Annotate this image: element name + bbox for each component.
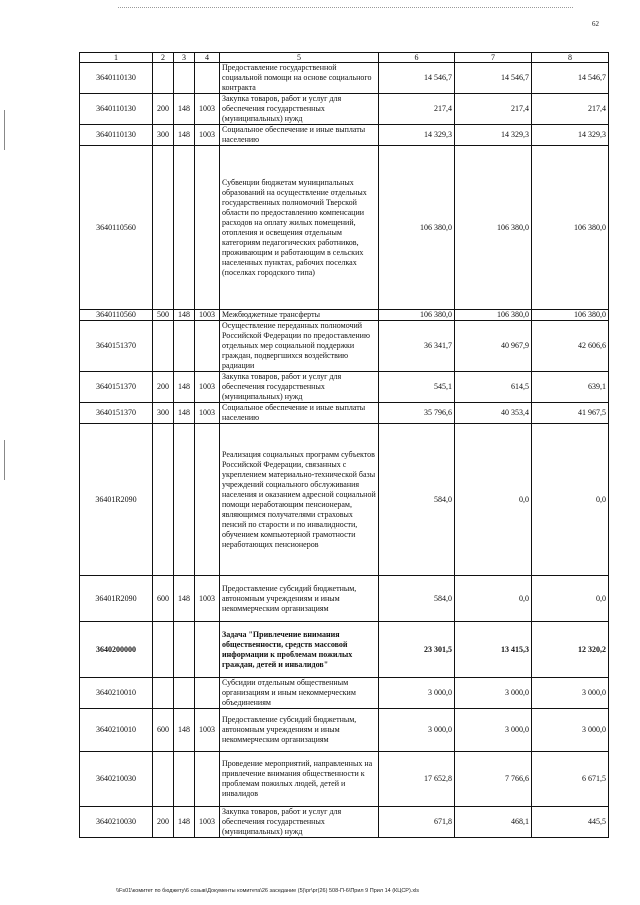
cell-value-6: 35 796,6 — [379, 403, 455, 424]
cell-section — [153, 424, 174, 576]
cell-type — [195, 678, 220, 709]
cell-value-7: 13 415,3 — [455, 622, 532, 678]
cell-type: 1003 — [195, 310, 220, 321]
cell-value-7: 14 329,3 — [455, 125, 532, 146]
cell-value-8: 106 380,0 — [532, 146, 609, 310]
cell-type — [195, 424, 220, 576]
col-header: 6 — [379, 53, 455, 63]
cell-type: 1003 — [195, 576, 220, 622]
cell-value-8: 639,1 — [532, 372, 609, 403]
cell-value-7: 0,0 — [455, 424, 532, 576]
cell-name: Реализация социальных программ субъектов Российской Федерации, связанных с укреплением материально-технической базы учреждений социального обслуживания населения и оказанием адресной социальной помощи неработающим пенсионерам, являющимся получателями страховых пенсий по старости и по инвалидности, обучением компьютерной грамотности неработающих пенсионеров — [220, 424, 379, 576]
cell-value-8: 3 000,0 — [532, 709, 609, 752]
cell-code: 3640151370 — [80, 372, 153, 403]
cell-section: 500 — [153, 310, 174, 321]
cell-code: 3640110130 — [80, 125, 153, 146]
cell-code: 3640210030 — [80, 807, 153, 838]
cell-value-8: 41 967,5 — [532, 403, 609, 424]
cell-subsection — [174, 424, 195, 576]
cell-subsection — [174, 752, 195, 807]
cell-section — [153, 752, 174, 807]
table-row — [80, 424, 609, 576]
cell-type: 1003 — [195, 709, 220, 752]
cell-subsection: 148 — [174, 310, 195, 321]
cell-type: 1003 — [195, 125, 220, 146]
cell-name: Межбюджетные трансферты — [220, 310, 379, 321]
cell-subsection: 148 — [174, 807, 195, 838]
cell-section — [153, 321, 174, 372]
cell-value-7: 40 353,4 — [455, 403, 532, 424]
cell-name: Предоставление субсидий бюджетным, автономным учреждениям и иным некоммерческим организациям — [220, 709, 379, 752]
cell-type — [195, 321, 220, 372]
cell-name: Субвенции бюджетам муниципальных образований на осуществление отдельных государственных полномочий Тверской области по предоставлению компенсации расходов на оплату жилых помещений, отопления и освещения отдельным категориям педагогических работников, проживающим и работающим в сельских населенных пунктах, рабочих поселках (поселках городского типа) — [220, 146, 379, 310]
table-row — [80, 372, 609, 403]
cell-name: Субсидии отдельным общественным организациям и иным некоммерческим объединениям — [220, 678, 379, 709]
cell-name: Предоставление государственной социальной помощи на основе социального контракта — [220, 63, 379, 94]
cell-value-6: 3 000,0 — [379, 678, 455, 709]
margin-mark — [4, 440, 5, 480]
cell-value-6: 584,0 — [379, 424, 455, 576]
cell-value-6: 671,8 — [379, 807, 455, 838]
cell-name: Предоставление субсидий бюджетным, автономным учреждениям и иным некоммерческим организациям — [220, 576, 379, 622]
table-row — [80, 622, 609, 678]
scan-artifact-line — [118, 7, 573, 8]
cell-type — [195, 63, 220, 94]
cell-code: 36401R2090 — [80, 576, 153, 622]
cell-value-7: 106 380,0 — [455, 146, 532, 310]
table-row — [80, 403, 609, 424]
col-header: 1 — [80, 53, 153, 63]
cell-value-8: 3 000,0 — [532, 678, 609, 709]
cell-value-8: 445,5 — [532, 807, 609, 838]
cell-code: 3640210010 — [80, 709, 153, 752]
cell-value-7: 3 000,0 — [455, 709, 532, 752]
cell-value-7: 614,5 — [455, 372, 532, 403]
cell-type: 1003 — [195, 403, 220, 424]
table-row — [80, 321, 609, 372]
margin-mark — [4, 110, 5, 150]
cell-name: Закупка товаров, работ и услуг для обеспечения государственных (муниципальных) нужд — [220, 94, 379, 125]
cell-value-6: 545,1 — [379, 372, 455, 403]
table-row — [80, 125, 609, 146]
cell-value-8: 12 320,2 — [532, 622, 609, 678]
cell-subsection — [174, 622, 195, 678]
cell-value-7: 3 000,0 — [455, 678, 532, 709]
cell-value-8: 14 546,7 — [532, 63, 609, 94]
col-header: 3 — [174, 53, 195, 63]
cell-section: 300 — [153, 125, 174, 146]
table-row — [80, 310, 609, 321]
cell-value-7: 14 546,7 — [455, 63, 532, 94]
cell-section: 200 — [153, 94, 174, 125]
cell-type — [195, 622, 220, 678]
cell-code: 3640210010 — [80, 678, 153, 709]
cell-value-8: 14 329,3 — [532, 125, 609, 146]
cell-name: Закупка товаров, работ и услуг для обеспечения государственных (муниципальных) нужд — [220, 372, 379, 403]
cell-type — [195, 146, 220, 310]
col-header: 5 — [220, 53, 379, 63]
cell-value-6: 217,4 — [379, 94, 455, 125]
cell-name: Закупка товаров, работ и услуг для обеспечения государственных (муниципальных) нужд — [220, 807, 379, 838]
cell-code: 3640110560 — [80, 310, 153, 321]
cell-type: 1003 — [195, 372, 220, 403]
cell-section: 300 — [153, 403, 174, 424]
cell-code: 3640110130 — [80, 94, 153, 125]
cell-value-7: 468,1 — [455, 807, 532, 838]
cell-name: Социальное обеспечение и иные выплаты населению — [220, 403, 379, 424]
cell-subsection: 148 — [174, 125, 195, 146]
cell-value-6: 584,0 — [379, 576, 455, 622]
table-row — [80, 709, 609, 752]
cell-subsection: 148 — [174, 576, 195, 622]
cell-value-6: 14 546,7 — [379, 63, 455, 94]
file-path-footer: \\Fs01\комитет по бюджету\6 созыв\Документы комитета\26 заседание (5)\рг\рг(26) 508-П-6\Прил 9 Прил 14 (КЦСР).xls — [116, 888, 420, 894]
page-number: 62 — [592, 20, 599, 28]
cell-value-7: 0,0 — [455, 576, 532, 622]
cell-subsection — [174, 146, 195, 310]
col-header: 2 — [153, 53, 174, 63]
cell-value-6: 17 652,8 — [379, 752, 455, 807]
col-header: 7 — [455, 53, 532, 63]
cell-value-8: 0,0 — [532, 424, 609, 576]
budget-table — [79, 52, 609, 838]
cell-section — [153, 622, 174, 678]
cell-section: 600 — [153, 709, 174, 752]
cell-section: 200 — [153, 372, 174, 403]
cell-section — [153, 678, 174, 709]
cell-name: Социальное обеспечение и иные выплаты населению — [220, 125, 379, 146]
cell-name: Осуществление переданных полномочий Российской Федерации по предоставлению отдельных мер социальной поддержки граждан, подвергшихся воздействию радиации — [220, 321, 379, 372]
cell-value-8: 42 606,6 — [532, 321, 609, 372]
cell-value-6: 106 380,0 — [379, 146, 455, 310]
cell-code: 3640151370 — [80, 403, 153, 424]
cell-code: 3640151370 — [80, 321, 153, 372]
table-row — [80, 146, 609, 310]
header-row — [80, 53, 609, 63]
cell-subsection — [174, 321, 195, 372]
cell-value-6: 14 329,3 — [379, 125, 455, 146]
cell-code: 3640110130 — [80, 63, 153, 94]
cell-code: 3640210030 — [80, 752, 153, 807]
cell-code: 3640200000 — [80, 622, 153, 678]
cell-subsection: 148 — [174, 709, 195, 752]
cell-value-7: 7 766,6 — [455, 752, 532, 807]
cell-value-7: 106 380,0 — [455, 310, 532, 321]
cell-code: 36401R2090 — [80, 424, 153, 576]
cell-subsection: 148 — [174, 372, 195, 403]
cell-value-6: 106 380,0 — [379, 310, 455, 321]
table-row — [80, 678, 609, 709]
table-row — [80, 94, 609, 125]
cell-subsection: 148 — [174, 94, 195, 125]
cell-name: Задача "Привлечение внимания общественности, средств массовой информации к проблемам пожилых граждан, детей и инвалидов" — [220, 622, 379, 678]
cell-value-8: 106 380,0 — [532, 310, 609, 321]
table-row — [80, 807, 609, 838]
cell-subsection: 148 — [174, 403, 195, 424]
cell-type — [195, 752, 220, 807]
cell-section — [153, 63, 174, 94]
cell-section: 600 — [153, 576, 174, 622]
cell-value-7: 40 967,9 — [455, 321, 532, 372]
table-row — [80, 576, 609, 622]
col-header: 8 — [532, 53, 609, 63]
col-header: 4 — [195, 53, 220, 63]
table-row — [80, 752, 609, 807]
cell-value-7: 217,4 — [455, 94, 532, 125]
cell-type: 1003 — [195, 94, 220, 125]
cell-value-6: 36 341,7 — [379, 321, 455, 372]
cell-subsection — [174, 63, 195, 94]
cell-type: 1003 — [195, 807, 220, 838]
table-row — [80, 63, 609, 94]
cell-value-6: 23 301,5 — [379, 622, 455, 678]
cell-value-8: 6 671,5 — [532, 752, 609, 807]
cell-value-8: 0,0 — [532, 576, 609, 622]
cell-subsection — [174, 678, 195, 709]
cell-section: 200 — [153, 807, 174, 838]
cell-code: 3640110560 — [80, 146, 153, 310]
cell-section — [153, 146, 174, 310]
cell-value-8: 217,4 — [532, 94, 609, 125]
cell-value-6: 3 000,0 — [379, 709, 455, 752]
cell-name: Проведение мероприятий, направленных на привлечение внимания общественности к проблемам пожилых людей, детей и инвалидов — [220, 752, 379, 807]
